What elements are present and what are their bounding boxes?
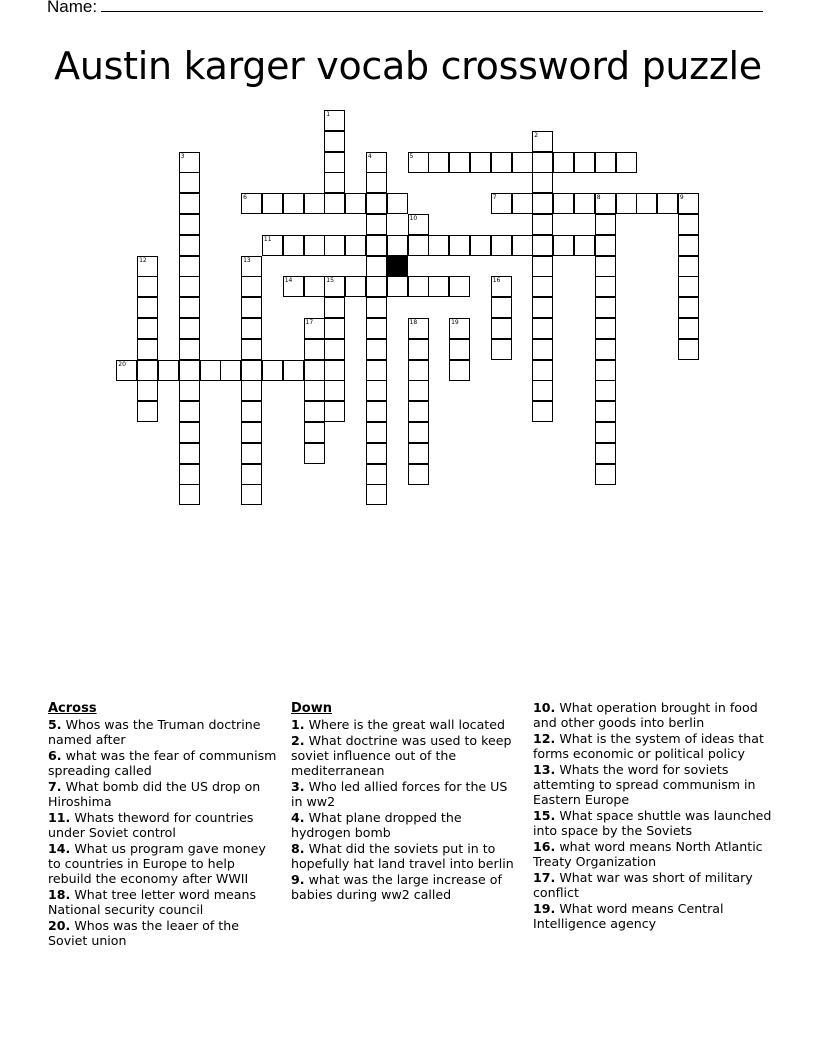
grid-cell[interactable]: [428, 235, 449, 256]
grid-cell[interactable]: [449, 318, 470, 339]
grid-cell[interactable]: [137, 276, 158, 297]
grid-cell[interactable]: [366, 484, 387, 505]
clue-item: [48, 717, 280, 747]
grid-cell[interactable]: [491, 318, 512, 339]
grid-cell[interactable]: [595, 422, 616, 443]
grid-cell[interactable]: [200, 360, 221, 381]
grid-cell[interactable]: [366, 464, 387, 485]
grid-cell[interactable]: [595, 152, 616, 173]
grid-cell[interactable]: [408, 464, 429, 485]
grid-cell[interactable]: [553, 235, 574, 256]
clue-text: What us program gave money to countries in Europe to help rebuild the economy after WWII: [48, 841, 266, 886]
grid-cell[interactable]: [304, 339, 325, 360]
grid-cell[interactable]: [179, 443, 200, 464]
grid-cell[interactable]: [179, 401, 200, 422]
clue-number: 10.: [533, 700, 556, 715]
grid-cell[interactable]: [574, 193, 595, 214]
grid-cell[interactable]: [449, 339, 470, 360]
clue-item: [291, 779, 515, 809]
cell-number: 14: [284, 277, 293, 285]
clue-item: [533, 700, 773, 730]
cell-number: 9: [679, 194, 684, 202]
grid-cell[interactable]: [491, 152, 512, 173]
clue-item: [533, 870, 773, 900]
grid-cell[interactable]: [595, 276, 616, 297]
clues-column-down-continued: [533, 700, 773, 932]
grid-cell[interactable]: [532, 360, 553, 381]
clue-text: Where is the great wall located: [304, 717, 505, 732]
clue-text: What bomb did the US drop on Hiroshima: [48, 779, 261, 809]
cell-number: 20: [118, 360, 126, 368]
grid-cell[interactable]: [491, 339, 512, 360]
grid-cell[interactable]: [532, 297, 553, 318]
clue-text: Whos was the leaer of the Soviet union: [48, 918, 239, 948]
clue-number: 7.: [48, 779, 62, 794]
cell-number: 12: [139, 256, 147, 264]
grid-cell[interactable]: [408, 152, 429, 173]
grid-cell[interactable]: [324, 360, 345, 381]
grid-cell[interactable]: [678, 193, 699, 214]
clue-item: [48, 887, 280, 917]
grid-cell[interactable]: [491, 193, 512, 214]
grid-cell[interactable]: [179, 297, 200, 318]
grid-cell[interactable]: [366, 235, 387, 256]
grid-cell[interactable]: [324, 193, 345, 214]
grid-cell[interactable]: [179, 276, 200, 297]
grid-cell[interactable]: [532, 172, 553, 193]
grid-cell[interactable]: [304, 422, 325, 443]
clue-text: What tree letter word means National security council: [48, 887, 257, 917]
grid-cell[interactable]: [283, 360, 304, 381]
grid-cell[interactable]: [179, 235, 200, 256]
grid-cell[interactable]: [532, 131, 553, 152]
grid-cell[interactable]: [366, 256, 387, 277]
grid-cell[interactable]: [324, 276, 345, 297]
grid-cell[interactable]: [678, 235, 699, 256]
clue-number: 13.: [533, 762, 556, 777]
grid-cell[interactable]: [283, 193, 304, 214]
grid-cell[interactable]: [116, 360, 137, 381]
clue-text: What war was short of military conflict: [533, 870, 753, 900]
cell-number: 13: [243, 256, 251, 264]
clue-item: [291, 841, 515, 871]
grid-cell[interactable]: [179, 464, 200, 485]
grid-cell[interactable]: [324, 401, 345, 422]
grid-cell[interactable]: [366, 172, 387, 193]
grid-cell[interactable]: [304, 401, 325, 422]
grid-cell[interactable]: [304, 360, 325, 381]
cell-number: 8: [596, 194, 601, 202]
grid-cell[interactable]: [553, 152, 574, 173]
grid-cell[interactable]: [532, 318, 553, 339]
clue-number: 12.: [533, 731, 556, 746]
down-clue-list: [291, 717, 515, 902]
clue-item: [291, 733, 515, 778]
name-label: Name:: [47, 0, 98, 16]
clue-text: What word means Central Intelligence agency: [533, 901, 724, 931]
clue-item: [291, 872, 515, 902]
grid-cell[interactable]: [324, 172, 345, 193]
grid-cell[interactable]: [366, 297, 387, 318]
grid-cell[interactable]: [241, 464, 262, 485]
clue-text: What space shuttle was launched into space by the Soviets: [533, 808, 772, 838]
grid-cell[interactable]: [366, 318, 387, 339]
grid-cell[interactable]: [616, 193, 637, 214]
cell-number: 17: [305, 319, 314, 326]
grid-cell[interactable]: [179, 360, 200, 381]
grid-cell[interactable]: [179, 172, 200, 193]
grid-cell[interactable]: [366, 193, 387, 214]
grid-cell[interactable]: [241, 276, 262, 297]
grid-cell[interactable]: [220, 360, 241, 381]
clue-text: what was the large increase of babies during ww2 called: [291, 872, 502, 902]
cell-number: 18: [409, 319, 418, 326]
cell-number: 5: [409, 152, 414, 160]
grid-cell[interactable]: [595, 193, 616, 214]
grid-cell[interactable]: [366, 380, 387, 401]
clue-number: 15.: [533, 808, 556, 823]
grid-cell[interactable]: [678, 318, 699, 339]
grid-cell[interactable]: [366, 443, 387, 464]
cell-number: 1: [326, 111, 331, 118]
grid-cell[interactable]: [595, 235, 616, 256]
clue-number: 9.: [291, 872, 305, 887]
grid-cell[interactable]: [408, 214, 429, 235]
grid-cell[interactable]: [179, 318, 200, 339]
grid-cell[interactable]: [137, 360, 158, 381]
grid-cell[interactable]: [366, 339, 387, 360]
cell-number: 4: [367, 152, 372, 160]
grid-cell[interactable]: [595, 256, 616, 277]
across-clue-list: [48, 717, 280, 948]
puzzle-title: Austin karger vocab crossword puzzle: [54, 44, 762, 88]
grid-cell[interactable]: [574, 152, 595, 173]
grid-cell[interactable]: [179, 380, 200, 401]
clue-item: [48, 779, 280, 809]
grid-cell[interactable]: [595, 339, 616, 360]
grid-cell[interactable]: [678, 339, 699, 360]
grid-cell[interactable]: [595, 380, 616, 401]
grid-cell[interactable]: [304, 276, 325, 297]
grid-cell[interactable]: [532, 380, 553, 401]
grid-cell[interactable]: [241, 360, 262, 381]
clue-item: [533, 839, 773, 869]
grid-cell[interactable]: [324, 380, 345, 401]
grid-cell[interactable]: [262, 235, 283, 256]
cell-number: 11: [263, 235, 272, 243]
grid-cell[interactable]: [366, 214, 387, 235]
grid-cell[interactable]: [491, 276, 512, 297]
down-clue-list-continued: [533, 700, 773, 931]
grid-cell[interactable]: [324, 131, 345, 152]
clue-text: What operation brought in food and other goods into berlin: [533, 700, 758, 730]
cell-number: 10: [409, 215, 418, 222]
grid-cell[interactable]: [532, 214, 553, 235]
grid-cell[interactable]: [449, 235, 470, 256]
grid-cell[interactable]: [595, 214, 616, 235]
grid-cell[interactable]: [449, 276, 470, 297]
grid-cell[interactable]: [241, 443, 262, 464]
grid-cell[interactable]: [532, 276, 553, 297]
grid-cell[interactable]: [532, 235, 553, 256]
grid-cell[interactable]: [304, 235, 325, 256]
clue-text: Whos was the Truman doctrine named after: [48, 717, 261, 747]
grid-cell[interactable]: [137, 318, 158, 339]
clue-item: [48, 748, 280, 778]
clue-item: [533, 808, 773, 838]
grid-cell[interactable]: [428, 152, 449, 173]
clues-column-across: [48, 700, 280, 949]
clue-item: [533, 731, 773, 761]
clue-number: 11.: [48, 810, 71, 825]
grid-cell[interactable]: [179, 339, 200, 360]
grid-cell[interactable]: [283, 276, 304, 297]
cell-number: 2: [534, 131, 539, 139]
grid-cell[interactable]: [179, 152, 200, 173]
grid-cell[interactable]: [408, 401, 429, 422]
grid-cell[interactable]: [532, 339, 553, 360]
grid-cell[interactable]: [366, 360, 387, 381]
grid-cell[interactable]: [324, 318, 345, 339]
grid-cell[interactable]: [532, 193, 553, 214]
grid-cell[interactable]: [241, 256, 262, 277]
clue-item: [48, 841, 280, 886]
grid-cell[interactable]: [324, 110, 345, 131]
grid-cell[interactable]: [304, 380, 325, 401]
grid-cell[interactable]: [241, 484, 262, 505]
grid-cell[interactable]: [324, 339, 345, 360]
grid-cell[interactable]: [428, 276, 449, 297]
cell-number: 7: [492, 194, 497, 202]
clue-text: what word means North Atlantic Treaty Organization: [533, 839, 763, 869]
clue-item: [48, 918, 280, 948]
grid-cell[interactable]: [532, 401, 553, 422]
grid-cell[interactable]: [636, 193, 657, 214]
grid-cell[interactable]: [470, 152, 491, 173]
grid-cell[interactable]: [532, 256, 553, 277]
clue-number: 8.: [291, 841, 305, 856]
grid-cell[interactable]: [678, 256, 699, 277]
grid-cell[interactable]: [387, 276, 408, 297]
grid-cell[interactable]: [366, 276, 387, 297]
clue-text: What is the system of ideas that forms economic or political policy: [533, 731, 764, 761]
clue-number: 19.: [533, 901, 556, 916]
grid-cell[interactable]: [491, 297, 512, 318]
grid-cell[interactable]: [262, 193, 283, 214]
grid-cell[interactable]: [595, 297, 616, 318]
grid-cell[interactable]: [241, 422, 262, 443]
grid-cell[interactable]: [657, 193, 678, 214]
grid-cell[interactable]: [595, 464, 616, 485]
grid-cell[interactable]: [158, 360, 179, 381]
grid-cell[interactable]: [241, 318, 262, 339]
clue-text: Whats theword for countries under Soviet control: [48, 810, 254, 840]
clue-item: [533, 901, 773, 931]
grid-cell[interactable]: [470, 235, 491, 256]
clue-number: 5.: [48, 717, 62, 732]
grid-cell[interactable]: [283, 235, 304, 256]
cell-number: 3: [180, 152, 185, 160]
clue-text: Whats the word for soviets attemting to spread communism in Eastern Europe: [533, 762, 756, 807]
grid-cell[interactable]: [532, 152, 553, 173]
clues-column-down: [291, 700, 515, 903]
grid-cell[interactable]: [512, 152, 533, 173]
clue-number: 17.: [533, 870, 556, 885]
grid-cell[interactable]: [595, 360, 616, 381]
grid-cell[interactable]: [408, 339, 429, 360]
grid-cell[interactable]: [408, 360, 429, 381]
grid-cell[interactable]: [387, 193, 408, 214]
grid-cell[interactable]: [179, 256, 200, 277]
grid-cell[interactable]: [678, 297, 699, 318]
grid-cell[interactable]: [137, 380, 158, 401]
grid-cell[interactable]: [491, 235, 512, 256]
grid-cell[interactable]: [408, 443, 429, 464]
grid-cell[interactable]: [366, 422, 387, 443]
grid-cell[interactable]: [345, 276, 366, 297]
grid-cell[interactable]: [137, 339, 158, 360]
grid-cell[interactable]: [553, 193, 574, 214]
grid-cell[interactable]: [324, 235, 345, 256]
grid-cell[interactable]: [449, 152, 470, 173]
grid-cell[interactable]: [366, 152, 387, 173]
grid-cell[interactable]: [408, 276, 429, 297]
clue-number: 16.: [533, 839, 556, 854]
grid-cell[interactable]: [241, 339, 262, 360]
grid-cell[interactable]: [678, 276, 699, 297]
grid-cell[interactable]: [345, 235, 366, 256]
clue-number: 1.: [291, 717, 305, 732]
grid-cell[interactable]: [678, 214, 699, 235]
grid-cell[interactable]: [179, 214, 200, 235]
grid-black-cell: [387, 256, 408, 277]
clue-text: Who led allied forces for the US in ww2: [291, 779, 508, 809]
grid-cell[interactable]: [408, 380, 429, 401]
grid-cell[interactable]: [387, 235, 408, 256]
grid-cell[interactable]: [512, 235, 533, 256]
grid-cell[interactable]: [574, 235, 595, 256]
grid-cell[interactable]: [241, 193, 262, 214]
grid-cell[interactable]: [345, 193, 366, 214]
grid-cell[interactable]: [616, 152, 637, 173]
clue-number: 3.: [291, 779, 305, 794]
grid-cell[interactable]: [304, 193, 325, 214]
grid-cell[interactable]: [179, 484, 200, 505]
clue-item: [533, 762, 773, 807]
grid-cell[interactable]: [179, 193, 200, 214]
grid-cell[interactable]: [595, 401, 616, 422]
clue-item: [291, 717, 515, 732]
grid-cell[interactable]: [262, 360, 283, 381]
clue-item: [48, 810, 280, 840]
clue-item: [291, 810, 515, 840]
grid-cell[interactable]: [241, 380, 262, 401]
grid-cell[interactable]: [366, 401, 387, 422]
clue-text: What plane dropped the hydrogen bomb: [291, 810, 462, 840]
clue-number: 20.: [48, 918, 71, 933]
cell-number: 15: [326, 277, 334, 285]
grid-cell[interactable]: [595, 318, 616, 339]
clue-text: What did the soviets put in to hopefully hat land travel into berlin: [291, 841, 514, 871]
clue-number: 2.: [291, 733, 305, 748]
cell-number: 19: [451, 319, 459, 326]
grid-cell[interactable]: [304, 318, 325, 339]
grid-cell[interactable]: [324, 297, 345, 318]
grid-cell[interactable]: [408, 235, 429, 256]
cell-number: 16: [492, 277, 501, 285]
grid-cell[interactable]: [241, 401, 262, 422]
across-heading: Across: [48, 701, 97, 716]
clue-number: 6.: [48, 748, 62, 763]
grid-cell[interactable]: [324, 152, 345, 173]
clue-text: What doctrine was used to keep soviet influence out of the mediterranean: [291, 733, 512, 778]
grid-cell[interactable]: [408, 318, 429, 339]
cell-number: 6: [243, 194, 247, 202]
grid-cell[interactable]: [408, 422, 429, 443]
grid-cell[interactable]: [595, 443, 616, 464]
grid-cell[interactable]: [304, 443, 325, 464]
grid-cell[interactable]: [512, 193, 533, 214]
grid-cell[interactable]: [179, 422, 200, 443]
clue-number: 18.: [48, 887, 71, 902]
grid-cell[interactable]: [137, 401, 158, 422]
clue-text: what was the fear of communism spreading called: [48, 748, 277, 778]
grid-cell[interactable]: [137, 256, 158, 277]
grid-cell[interactable]: [241, 297, 262, 318]
clue-number: 4.: [291, 810, 305, 825]
grid-cell[interactable]: [449, 360, 470, 381]
clue-number: 14.: [48, 841, 71, 856]
grid-cell[interactable]: [137, 297, 158, 318]
down-heading: Down: [291, 701, 332, 716]
